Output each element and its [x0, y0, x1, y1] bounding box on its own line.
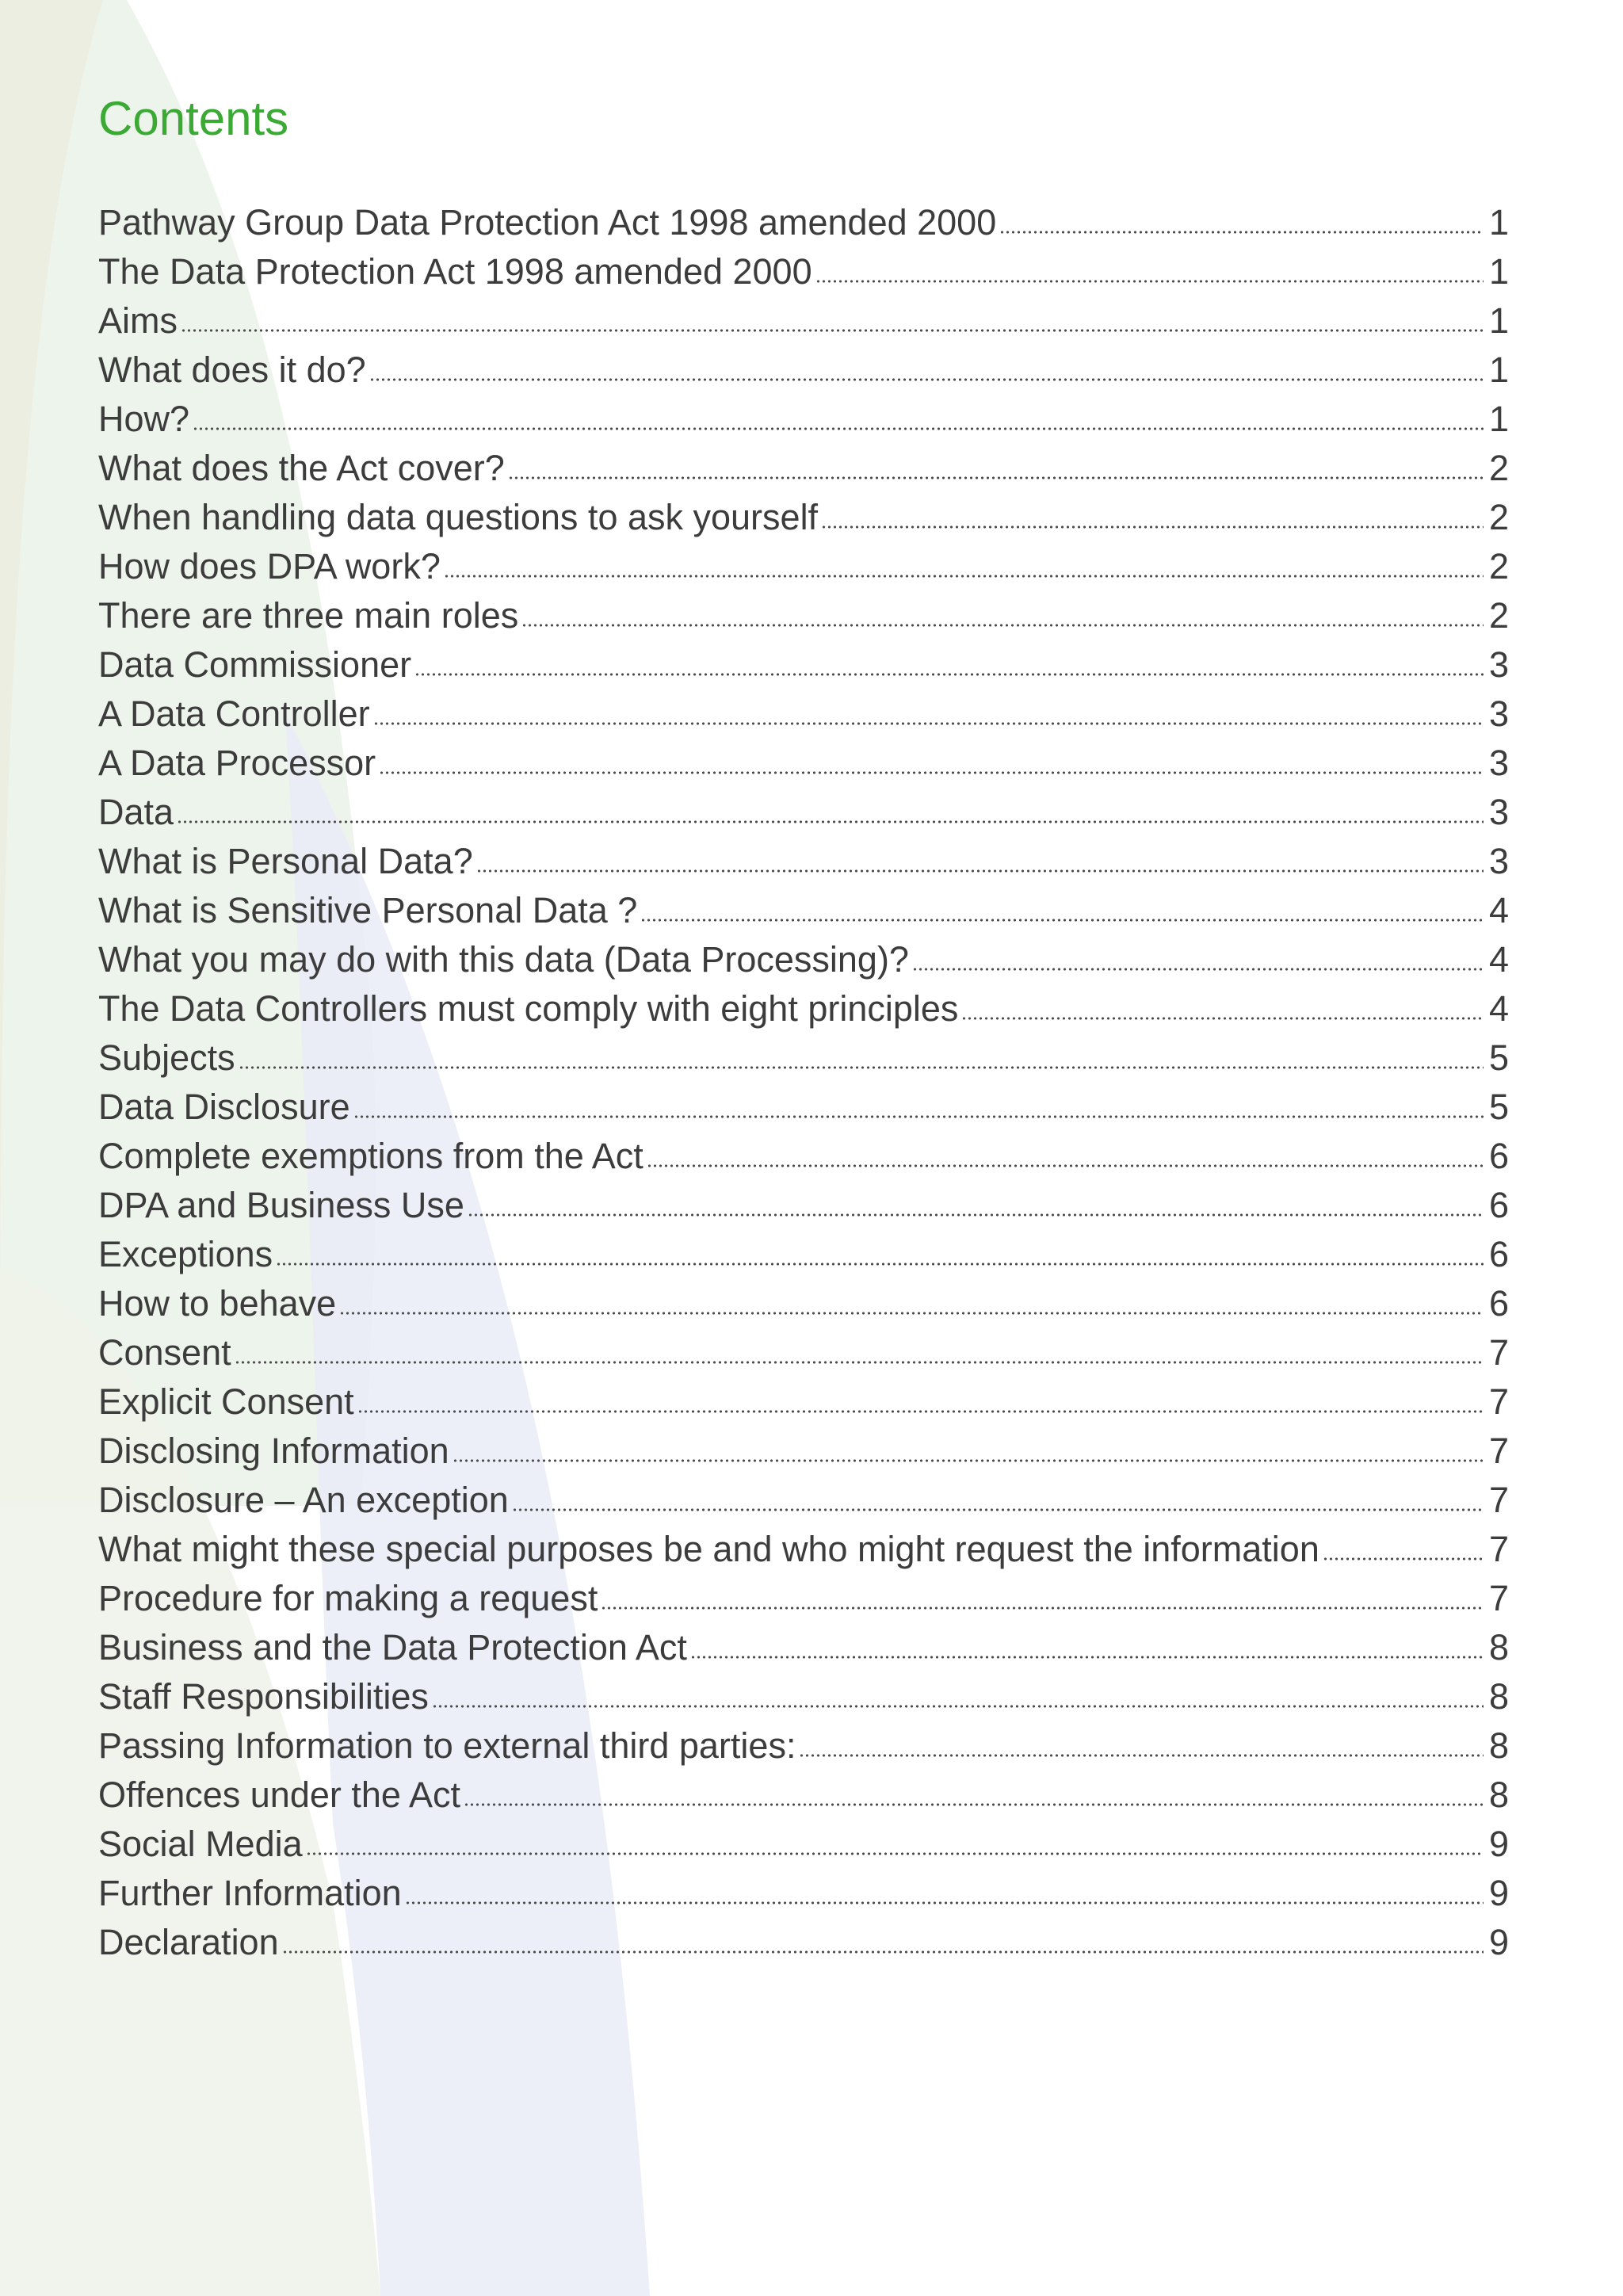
toc-entry-title: What is Personal Data?	[98, 841, 473, 881]
toc-entry-title: A Data Processor	[98, 743, 376, 783]
toc-entry[interactable]	[98, 739, 1509, 788]
toc-dot-leader	[379, 766, 1484, 775]
toc-entry-title: A Data Controller	[98, 693, 370, 734]
toc-entry-title: There are three main roles	[98, 595, 519, 636]
toc-dot-leader	[815, 274, 1484, 284]
toc-entry[interactable]	[98, 886, 1509, 935]
toc-page-number: 4	[1488, 939, 1509, 980]
toc-entry-title: How?	[98, 399, 190, 439]
toc-entry-title: Declaration	[98, 1922, 279, 1962]
toc-entry-title: The Data Controllers must comply with eight principles	[98, 988, 959, 1029]
toc-page-number: 7	[1488, 1431, 1509, 1471]
toc-page-number: 3	[1488, 644, 1509, 685]
toc-entry-title: How to behave	[98, 1283, 337, 1324]
toc-entry-title: Procedure for making a request	[98, 1578, 598, 1618]
toc-dot-leader	[239, 1060, 1484, 1070]
toc-entry[interactable]	[98, 247, 1509, 296]
toc-page-number: 8	[1488, 1725, 1509, 1766]
toc-page-number: 8	[1488, 1676, 1509, 1717]
toc-dot-leader	[193, 422, 1484, 431]
toc-entry-title: Staff Responsibilities	[98, 1676, 429, 1717]
toc-dot-leader	[799, 1748, 1484, 1758]
toc-entry[interactable]	[98, 1279, 1509, 1328]
toc-entry[interactable]	[98, 1918, 1509, 1967]
toc-dot-leader	[276, 1257, 1484, 1266]
toc-dot-leader	[464, 1797, 1484, 1807]
toc-dot-leader	[181, 323, 1484, 333]
toc-dot-leader	[468, 1208, 1484, 1217]
toc-dot-leader	[961, 1011, 1484, 1021]
toc-dot-leader	[601, 1601, 1484, 1610]
toc-dot-leader	[640, 913, 1484, 923]
toc-page-number: 3	[1488, 693, 1509, 734]
toc-entry[interactable]	[98, 395, 1509, 444]
toc-page-number: 1	[1488, 350, 1509, 390]
toc-page-number: 8	[1488, 1627, 1509, 1668]
toc-page-number: 8	[1488, 1775, 1509, 1815]
toc-dot-leader	[405, 1896, 1484, 1905]
toc-page-number: 9	[1488, 1873, 1509, 1913]
toc-page-number: 2	[1488, 546, 1509, 586]
toc-entry[interactable]	[98, 296, 1509, 346]
toc-entry[interactable]	[98, 837, 1509, 886]
toc-entry-title: What does the Act cover?	[98, 448, 505, 488]
toc-dot-leader	[508, 471, 1484, 480]
toc-entry-title: Exceptions	[98, 1234, 273, 1274]
toc-dot-leader	[177, 815, 1484, 824]
toc-page-number: 7	[1488, 1578, 1509, 1618]
toc-entry-title: Disclosing Information	[98, 1431, 449, 1471]
toc-page-number: 3	[1488, 743, 1509, 783]
toc-page-number: 5	[1488, 1087, 1509, 1127]
toc-dot-leader	[453, 1454, 1484, 1463]
toc-dot-leader	[369, 372, 1484, 382]
toc-entry[interactable]	[98, 444, 1509, 493]
toc-dot-leader	[512, 1503, 1484, 1512]
toc-entry-title: Aims	[98, 300, 178, 341]
toc-dot-leader	[235, 1355, 1484, 1365]
toc-entry[interactable]	[98, 984, 1509, 1033]
toc-entry[interactable]	[98, 1623, 1509, 1672]
table-of-contents	[98, 198, 1509, 1967]
toc-entry-title: What might these special purposes be and who might request the information	[98, 1529, 1319, 1569]
toc-entry[interactable]	[98, 1476, 1509, 1525]
toc-page-number: 1	[1488, 251, 1509, 292]
toc-dot-leader	[476, 864, 1484, 873]
toc-entry-title: The Data Protection Act 1998 amended 2000	[98, 251, 812, 292]
toc-entry-title: Subjects	[98, 1037, 235, 1078]
toc-entry[interactable]	[98, 493, 1509, 542]
toc-page-number: 6	[1488, 1185, 1509, 1225]
toc-page-number: 6	[1488, 1234, 1509, 1274]
toc-page-number: 2	[1488, 448, 1509, 488]
toc-page-number: 2	[1488, 595, 1509, 636]
toc-dot-leader	[521, 618, 1484, 628]
toc-page-number: 9	[1488, 1824, 1509, 1864]
page-title: Contents	[98, 92, 289, 145]
toc-dot-leader	[414, 667, 1484, 677]
contents-page	[98, 87, 1509, 1962]
toc-entry[interactable]	[98, 1328, 1509, 1377]
toc-entry-title: Explicit Consent	[98, 1381, 354, 1422]
toc-page-number: 4	[1488, 988, 1509, 1029]
toc-dot-leader	[282, 1945, 1484, 1954]
toc-page-number: 7	[1488, 1381, 1509, 1422]
toc-entry[interactable]	[98, 1033, 1509, 1083]
toc-page-number: 3	[1488, 841, 1509, 881]
toc-entry[interactable]	[98, 1377, 1509, 1427]
toc-entry-title: Data	[98, 792, 174, 832]
toc-dot-leader	[912, 962, 1484, 972]
toc-entry-title: When handling data questions to ask yourself	[98, 497, 819, 537]
toc-entry[interactable]	[98, 1230, 1509, 1279]
toc-entry[interactable]	[98, 935, 1509, 984]
toc-dot-leader	[357, 1404, 1484, 1414]
toc-entry[interactable]	[98, 1132, 1509, 1181]
toc-page-number: 7	[1488, 1332, 1509, 1373]
toc-entry[interactable]	[98, 198, 1509, 247]
toc-entry[interactable]	[98, 1672, 1509, 1721]
toc-entry-title: Business and the Data Protection Act	[98, 1627, 687, 1668]
toc-entry[interactable]	[98, 690, 1509, 739]
toc-entry[interactable]	[98, 1083, 1509, 1132]
toc-entry[interactable]	[98, 640, 1509, 690]
toc-entry-title: Offences under the Act	[98, 1775, 460, 1815]
toc-dot-leader	[306, 1847, 1484, 1856]
toc-entry-title: Disclosure – An exception	[98, 1480, 509, 1520]
toc-page-number: 1	[1488, 202, 1509, 243]
toc-entry-title: Social Media	[98, 1824, 303, 1864]
toc-dot-leader	[339, 1306, 1484, 1316]
toc-entry[interactable]	[98, 1869, 1509, 1918]
toc-page-number: 5	[1488, 1037, 1509, 1078]
toc-page-number: 3	[1488, 792, 1509, 832]
toc-entry-title: Further Information	[98, 1873, 402, 1913]
toc-dot-leader	[353, 1110, 1484, 1119]
toc-page-number: 6	[1488, 1283, 1509, 1324]
toc-entry-title: DPA and Business Use	[98, 1185, 464, 1225]
toc-entry-title: Data Disclosure	[98, 1087, 350, 1127]
toc-dot-leader	[690, 1650, 1484, 1660]
toc-entry[interactable]	[98, 1525, 1509, 1574]
toc-entry-title: Data Commissioner	[98, 644, 412, 685]
toc-entry-title: Passing Information to external third parties:	[98, 1725, 796, 1766]
toc-page-number: 2	[1488, 497, 1509, 537]
toc-entry[interactable]	[98, 591, 1509, 640]
toc-page-number: 7	[1488, 1529, 1509, 1569]
toc-page-number: 9	[1488, 1922, 1509, 1962]
toc-dot-leader	[821, 520, 1484, 529]
toc-dot-leader	[373, 716, 1484, 726]
toc-page-number: 1	[1488, 300, 1509, 341]
toc-entry-title: Complete exemptions from the Act	[98, 1136, 643, 1176]
toc-dot-leader	[444, 569, 1484, 579]
toc-entry[interactable]	[98, 542, 1509, 591]
toc-entry[interactable]	[98, 1820, 1509, 1869]
toc-entry[interactable]	[98, 1427, 1509, 1476]
toc-page-number: 4	[1488, 890, 1509, 930]
toc-entry[interactable]	[98, 346, 1509, 395]
toc-entry[interactable]	[98, 1721, 1509, 1771]
toc-entry[interactable]	[98, 788, 1509, 837]
toc-entry-title: How does DPA work?	[98, 546, 441, 586]
toc-entry-title: What you may do with this data (Data Processing)?	[98, 939, 909, 980]
toc-dot-leader	[999, 225, 1484, 235]
toc-page-number: 6	[1488, 1136, 1509, 1176]
toc-entry[interactable]	[98, 1771, 1509, 1820]
toc-entry-title: What is Sensitive Personal Data ?	[98, 890, 638, 930]
toc-dot-leader	[432, 1699, 1484, 1709]
toc-dot-leader	[1323, 1552, 1484, 1561]
toc-page-number: 7	[1488, 1480, 1509, 1520]
toc-entry-title: Pathway Group Data Protection Act 1998 amended 2000	[98, 202, 997, 243]
toc-entry-title: Consent	[98, 1332, 231, 1373]
toc-entry-title: What does it do?	[98, 350, 366, 390]
toc-dot-leader	[647, 1159, 1484, 1168]
toc-entry[interactable]	[98, 1181, 1509, 1230]
toc-page-number: 1	[1488, 399, 1509, 439]
toc-entry[interactable]	[98, 1574, 1509, 1623]
